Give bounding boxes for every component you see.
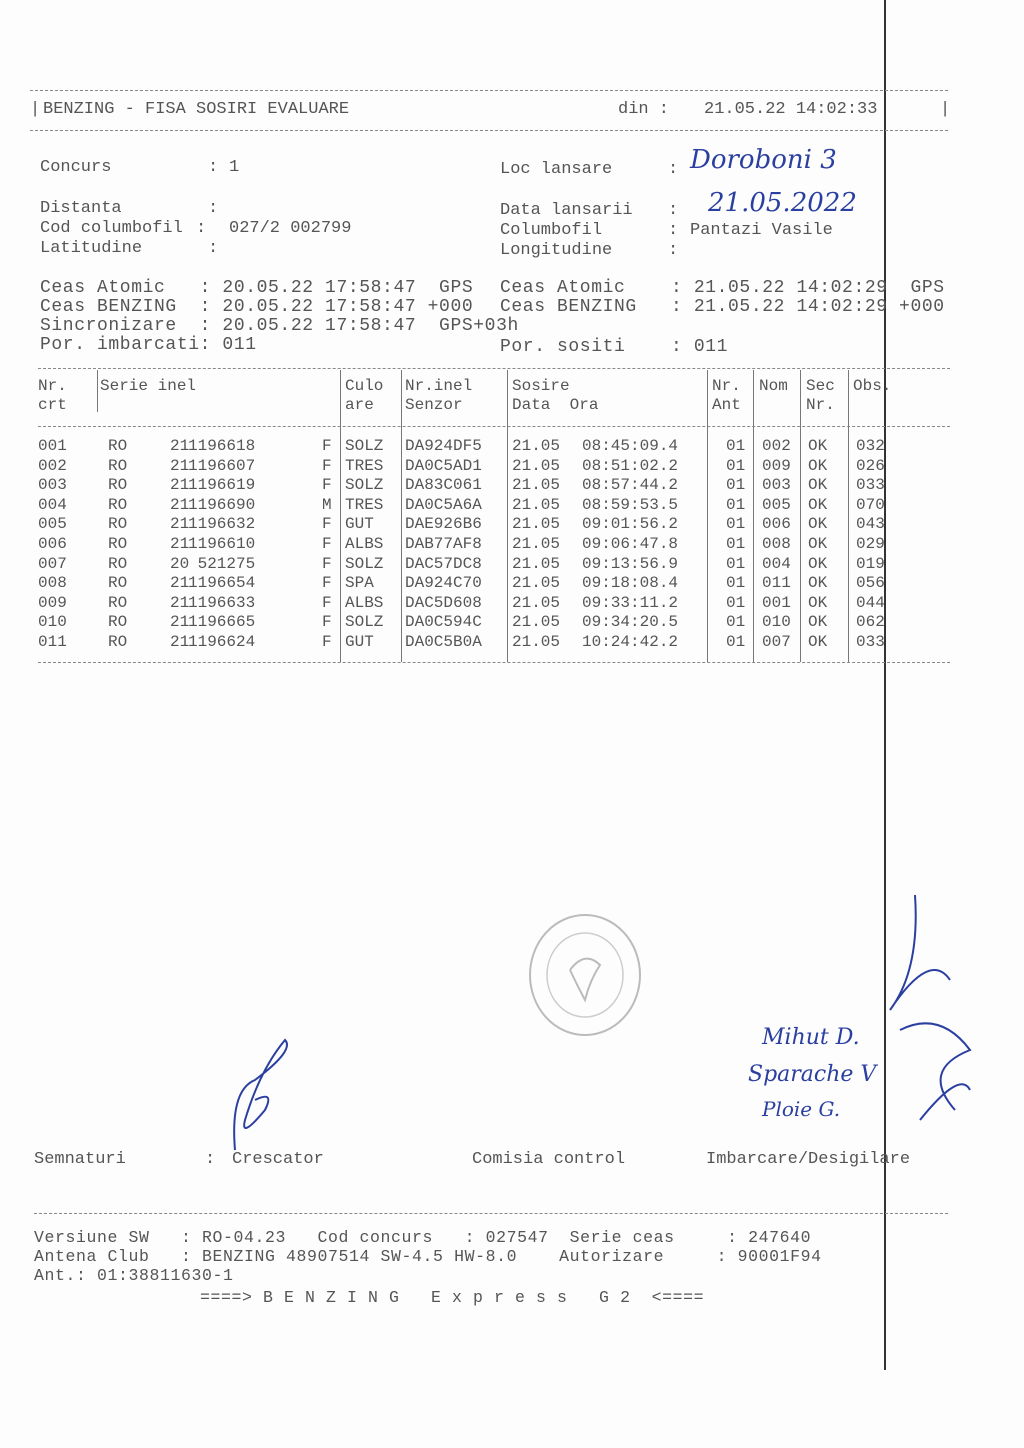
cell-nom: 006 xyxy=(762,515,791,534)
cell-sensor-ring: DA924DF5 xyxy=(405,437,482,455)
footer-line-1: Versiune SW : RO-04.23 Cod concurs : 027547 Serie ceas : 247640 xyxy=(34,1228,812,1247)
cell-obs: 032 xyxy=(856,437,885,455)
cell-nr-crt: 005 xyxy=(38,515,67,534)
col-divider xyxy=(800,370,801,662)
cell-ring-number: 1196619 xyxy=(188,476,256,495)
th-obs: Obs. xyxy=(853,377,892,395)
cell-antenna-nr: 01 xyxy=(726,437,746,455)
th-sosire: Sosire xyxy=(512,377,570,395)
comisia-label: Comisia control xyxy=(472,1150,626,1169)
cell-sex: F xyxy=(322,476,332,495)
cod-label: Cod columbofil xyxy=(40,219,183,238)
col-divider xyxy=(753,370,754,662)
divider xyxy=(38,368,950,369)
th-crt: crt xyxy=(38,396,67,414)
commission-signatures xyxy=(860,890,980,1150)
concurs-value: 1 xyxy=(229,158,240,177)
cell-antenna-nr: 01 xyxy=(726,476,746,495)
cell-arrival-date: 21.05 xyxy=(512,633,561,651)
cell-arrival-date: 21.05 xyxy=(512,593,561,612)
col-divider xyxy=(507,370,508,662)
cell-obs: 070 xyxy=(856,495,885,514)
cell-nom: 001 xyxy=(762,593,791,612)
cell-sensor-ring: DAC57DC8 xyxy=(405,554,482,573)
cell-color: GUT xyxy=(345,515,374,534)
cod-value: 027/2 002799 xyxy=(229,219,352,238)
cell-ring-number: 1196607 xyxy=(188,456,256,475)
cell-obs: 056 xyxy=(856,574,885,593)
signature-name-3: Ploie G. xyxy=(762,1097,841,1121)
cell-nom: 002 xyxy=(762,437,791,455)
cell-ring-number: 1196610 xyxy=(188,535,256,553)
cell-sensor-ring: DA0C5B0A xyxy=(405,633,482,651)
cell-ring-number: 1196665 xyxy=(188,613,256,632)
col-divider xyxy=(848,370,849,662)
cell-nr-crt: 008 xyxy=(38,574,67,593)
cell-sec-nr: OK xyxy=(808,456,828,475)
cell-color: SOLZ xyxy=(345,554,384,573)
cell-sec-nr: OK xyxy=(808,437,828,455)
th-nr: Nr. xyxy=(38,377,67,395)
cell-sex: F xyxy=(322,515,332,534)
cell-antenna-nr: 01 xyxy=(726,593,746,612)
cell-arrival-time: 09:06:47.8 xyxy=(582,535,679,553)
cell-year: 21 xyxy=(170,535,190,553)
cell-nr-crt: 006 xyxy=(38,535,67,553)
cell-color: SOLZ xyxy=(345,476,384,495)
cell-ring-number: 521275 xyxy=(197,554,256,573)
cell-sensor-ring: DA0C594C xyxy=(405,613,482,632)
cell-color: ALBS xyxy=(345,535,384,553)
colon: : xyxy=(205,1150,216,1169)
signatures-label: Semnaturi xyxy=(34,1150,126,1169)
col-divider xyxy=(401,370,402,662)
cell-country: RO xyxy=(108,535,128,553)
clock-right-1: Ceas Atomic : 21.05.22 14:02:29 GPS xyxy=(500,278,945,298)
cell-country: RO xyxy=(108,495,128,514)
cell-sex: M xyxy=(322,495,332,514)
cell-nom: 003 xyxy=(762,476,791,495)
cell-arrival-time: 08:57:44.2 xyxy=(582,476,679,495)
colon: : xyxy=(668,160,679,179)
columbofil-value: Pantazi Vasile xyxy=(690,221,833,240)
cell-nr-crt: 001 xyxy=(38,437,67,455)
colon: : xyxy=(668,221,679,240)
cell-arrival-date: 21.05 xyxy=(512,495,561,514)
cell-sensor-ring: DA83C061 xyxy=(405,476,482,495)
cell-arrival-date: 21.05 xyxy=(512,613,561,632)
signature-name-2: Sparache V xyxy=(748,1062,877,1087)
divider xyxy=(38,662,950,663)
loc-label: Loc lansare xyxy=(500,160,613,179)
clock-left-1: Ceas Atomic : 20.05.22 17:58:47 GPS xyxy=(40,278,474,298)
colon: : xyxy=(208,199,219,218)
th-senzor: Senzor xyxy=(405,396,463,414)
cell-year: 21 xyxy=(170,593,190,612)
cell-arrival-time: 09:13:56.9 xyxy=(582,554,679,573)
cell-nom: 005 xyxy=(762,495,791,514)
cell-sex: F xyxy=(322,633,332,651)
loc-value-handwritten: Doroboni 3 xyxy=(690,145,837,175)
cell-sex: F xyxy=(322,554,332,573)
signature-name-1: Mihut D. xyxy=(762,1025,860,1050)
colon: : xyxy=(668,241,679,260)
cell-year: 21 xyxy=(170,476,190,495)
footer-line-2: Antena Club : BENZING 48907514 SW-4.5 HW-8.0 Autorizare : 90001F94 xyxy=(34,1247,822,1266)
cell-nr-crt: 010 xyxy=(38,613,67,632)
cell-color: SOLZ xyxy=(345,437,384,455)
th-inel: Nr.inel xyxy=(405,377,473,395)
cell-color: ALBS xyxy=(345,593,384,612)
columbofil-label: Columbofil xyxy=(500,221,603,240)
cell-year: 21 xyxy=(170,456,190,475)
cell-antenna-nr: 01 xyxy=(726,613,746,632)
divider xyxy=(30,130,948,131)
cell-sex: F xyxy=(322,593,332,612)
cell-arrival-date: 21.05 xyxy=(512,456,561,475)
cell-country: RO xyxy=(108,437,128,455)
sync-line: Sincronizare : 20.05.22 17:58:47 GPS+03h xyxy=(40,316,519,336)
cell-sec-nr: OK xyxy=(808,593,828,612)
data-lansarii-label: Data lansarii xyxy=(500,201,633,220)
cell-arrival-time: 09:34:20.5 xyxy=(582,613,679,632)
col-divider xyxy=(340,370,341,662)
cell-color: SPA xyxy=(345,574,374,593)
cell-arrival-time: 09:33:11.2 xyxy=(582,593,679,612)
cell-color: TRES xyxy=(345,456,384,475)
cell-color: GUT xyxy=(345,633,374,651)
cell-arrival-time: 10:24:42.2 xyxy=(582,633,679,651)
cell-sensor-ring: DAB77AF8 xyxy=(405,535,482,553)
clock-right-2: Ceas BENZING : 21.05.22 14:02:29 +000 xyxy=(500,297,945,317)
cell-country: RO xyxy=(108,593,128,612)
colon: : xyxy=(196,219,207,238)
clock-left-2: Ceas BENZING : 20.05.22 17:58:47 +000 xyxy=(40,297,474,317)
club-stamp xyxy=(525,910,645,1040)
cell-sec-nr: OK xyxy=(808,613,828,632)
cell-ring-number: 1196654 xyxy=(188,574,256,593)
cell-arrival-time: 08:59:53.5 xyxy=(582,495,679,514)
longitudine-label: Longitudine xyxy=(500,241,613,260)
cell-antenna-nr: 01 xyxy=(726,574,746,593)
arrived-count: Por. sositi : 011 xyxy=(500,337,729,357)
th-serie: Serie inel xyxy=(100,377,197,395)
crescator-label: Crescator xyxy=(232,1150,324,1169)
cell-arrival-time: 09:01:56.2 xyxy=(582,515,679,534)
cell-nr-crt: 009 xyxy=(38,593,67,612)
cell-sec-nr: OK xyxy=(808,574,828,593)
cell-sec-nr: OK xyxy=(808,515,828,534)
cell-arrival-date: 21.05 xyxy=(512,554,561,573)
th-nom: Nom xyxy=(759,377,788,395)
cell-nr-crt: 011 xyxy=(38,633,67,651)
cell-obs: 029 xyxy=(856,535,885,553)
cell-obs: 033 xyxy=(856,633,885,651)
cell-sex: F xyxy=(322,613,332,632)
cell-sensor-ring: DA0C5A6A xyxy=(405,495,482,514)
pigeon-icon xyxy=(570,959,600,1000)
din-value: 21.05.22 14:02:33 xyxy=(704,100,878,119)
cell-color: SOLZ xyxy=(345,613,384,632)
cell-arrival-time: 09:18:08.4 xyxy=(582,574,679,593)
cell-obs: 043 xyxy=(856,515,885,534)
th-culo: Culo xyxy=(345,377,384,395)
cell-year: 21 xyxy=(170,613,190,632)
header-bar: | xyxy=(30,100,41,119)
header-bar-right: | xyxy=(940,100,951,119)
cell-country: RO xyxy=(108,456,128,475)
cell-nr-crt: 002 xyxy=(38,456,67,475)
cell-country: RO xyxy=(108,554,128,573)
divider xyxy=(38,426,950,427)
colon: : xyxy=(668,201,679,220)
cell-nom: 009 xyxy=(762,456,791,475)
cell-sec-nr: OK xyxy=(808,495,828,514)
cell-obs: 019 xyxy=(856,554,885,573)
cell-sex: F xyxy=(322,535,332,553)
colon: : xyxy=(208,158,219,177)
divider xyxy=(34,1213,948,1214)
cell-year: 21 xyxy=(170,633,190,651)
cell-sensor-ring: DA0C5AD1 xyxy=(405,456,482,475)
cell-sec-nr: OK xyxy=(808,633,828,651)
cell-nom: 004 xyxy=(762,554,791,573)
cell-sensor-ring: DAC5D608 xyxy=(405,593,482,612)
cell-antenna-nr: 01 xyxy=(726,495,746,514)
cell-year: 20 xyxy=(170,554,190,573)
footer-brand: ====> B E N Z I N G E x p r e s s G 2 <==== xyxy=(200,1288,705,1307)
cell-arrival-date: 21.05 xyxy=(512,574,561,593)
distanta-label: Distanta xyxy=(40,199,122,218)
cell-antenna-nr: 01 xyxy=(726,535,746,553)
cell-year: 21 xyxy=(170,437,190,455)
th-data-ora: Data Ora xyxy=(512,396,599,414)
report-title: BENZING - FISA SOSIRI EVALUARE xyxy=(43,100,350,119)
th-nr-ant: Nr. xyxy=(712,377,741,395)
cell-antenna-nr: 01 xyxy=(726,554,746,573)
cell-sec-nr: OK xyxy=(808,554,828,573)
cell-arrival-time: 08:51:02.2 xyxy=(582,456,679,475)
footer-line-3: Ant.: 01:38811630-1 xyxy=(34,1266,234,1285)
cell-arrival-date: 21.05 xyxy=(512,476,561,495)
cell-nom: 008 xyxy=(762,535,791,553)
cell-nom: 007 xyxy=(762,633,791,651)
imbarcare-label: Imbarcare/Desigilare xyxy=(706,1150,911,1169)
col-divider xyxy=(707,370,708,662)
cell-ring-number: 1196632 xyxy=(188,515,256,534)
cell-arrival-date: 21.05 xyxy=(512,437,561,455)
breeder-signature xyxy=(215,1030,315,1160)
colon: : xyxy=(208,239,219,258)
cell-color: TRES xyxy=(345,495,384,514)
cell-nr-crt: 004 xyxy=(38,495,67,514)
cell-nom: 011 xyxy=(762,574,791,593)
cell-country: RO xyxy=(108,613,128,632)
cell-ring-number: 1196690 xyxy=(188,495,256,514)
cell-arrival-date: 21.05 xyxy=(512,515,561,534)
th-ant: Ant xyxy=(712,396,741,414)
cell-obs: 044 xyxy=(856,593,885,612)
cell-obs: 062 xyxy=(856,613,885,632)
concurs-label: Concurs xyxy=(40,158,112,177)
cell-nr-crt: 007 xyxy=(38,554,67,573)
cell-year: 21 xyxy=(170,574,190,593)
divider xyxy=(30,90,948,91)
cell-ring-number: 1196618 xyxy=(188,437,256,455)
cell-antenna-nr: 01 xyxy=(726,515,746,534)
cell-obs: 033 xyxy=(856,476,885,495)
cell-arrival-time: 08:45:09.4 xyxy=(582,437,679,455)
cell-nom: 010 xyxy=(762,613,791,632)
cell-obs: 026 xyxy=(856,456,885,475)
cell-country: RO xyxy=(108,515,128,534)
cell-ring-number: 1196624 xyxy=(188,633,256,651)
cell-sex: F xyxy=(322,437,332,455)
cell-year: 21 xyxy=(170,495,190,514)
cell-sex: F xyxy=(322,456,332,475)
cell-sec-nr: OK xyxy=(808,535,828,553)
th-sec: Sec xyxy=(806,377,835,395)
cell-country: RO xyxy=(108,633,128,651)
cell-antenna-nr: 01 xyxy=(726,633,746,651)
data-lansarii-handwritten: 21.05.2022 xyxy=(708,188,857,218)
cell-country: RO xyxy=(108,476,128,495)
cell-antenna-nr: 01 xyxy=(726,456,746,475)
cell-sensor-ring: DAE926B6 xyxy=(405,515,482,534)
th-sec-nr: Nr. xyxy=(806,396,835,414)
cell-sex: F xyxy=(322,574,332,593)
col-divider xyxy=(97,370,98,412)
cell-arrival-date: 21.05 xyxy=(512,535,561,553)
cell-sec-nr: OK xyxy=(808,476,828,495)
din-label: din : xyxy=(618,100,670,119)
cell-ring-number: 1196633 xyxy=(188,593,256,612)
cell-sensor-ring: DA924C70 xyxy=(405,574,482,593)
boarded-count: Por. imbarcati: 011 xyxy=(40,335,257,355)
cell-year: 21 xyxy=(170,515,190,534)
cell-nr-crt: 003 xyxy=(38,476,67,495)
th-are: are xyxy=(345,396,374,414)
latitudine-label: Latitudine xyxy=(40,239,143,258)
cell-country: RO xyxy=(108,574,128,593)
